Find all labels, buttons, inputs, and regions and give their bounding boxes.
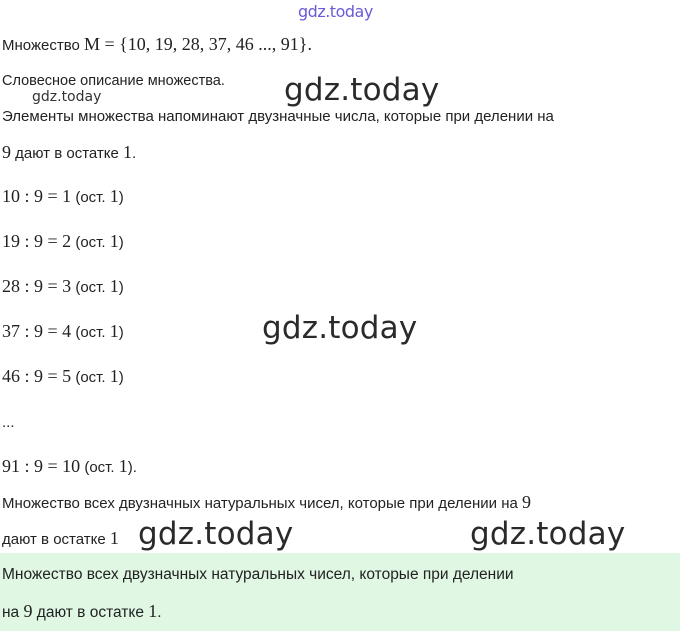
watermark-small: gdz.today [32, 89, 102, 105]
watermark-bottom-right: gdz.today [470, 516, 626, 552]
period: . [132, 145, 137, 162]
conclusion-line-2 [2, 527, 119, 551]
remainder-label: (ост. [71, 189, 110, 206]
answer-line-1: Множество всех двузначных натуральных чисел, которые при делении [2, 566, 514, 583]
division-expression: 19 : 9 = 2 [2, 231, 72, 251]
watermark-upper: gdz.today [284, 72, 440, 108]
division-expression: 91 : 9 = 10 [2, 456, 81, 476]
remainder-value: 1 [109, 276, 119, 296]
ellipsis: ... [2, 414, 15, 431]
number-one: 1 [148, 601, 158, 621]
watermark-center: gdz.today [262, 310, 418, 346]
division-row [2, 365, 124, 389]
number-nine: 9 [23, 601, 33, 621]
answer-text: на [2, 604, 24, 621]
division-expression: 46 : 9 = 5 [2, 366, 72, 386]
remainder-close: ) [118, 189, 124, 206]
conclusion-text: дают в остатке [2, 531, 110, 548]
remainder-value: 1 [109, 186, 119, 206]
description-line-2 [2, 141, 136, 165]
description-title: Словесное описание множества. [2, 73, 225, 89]
division-row [2, 275, 124, 299]
remainder-label: (ост. [71, 279, 110, 296]
period: . [157, 604, 162, 621]
number-one: 1 [123, 142, 133, 162]
division-row [2, 185, 124, 209]
description-text: дают в остатке [11, 145, 124, 162]
number-nine: 9 [522, 492, 532, 512]
division-row-last [2, 455, 137, 479]
description-line-1: Элементы множества напоминают двузначные числа, которые при делении на [2, 108, 554, 125]
set-formula: M = {10, 19, 28, 37, 46 ..., 91}. [84, 34, 312, 54]
division-expression: 28 : 9 = 3 [2, 276, 72, 296]
remainder-value: 1 [109, 321, 119, 341]
remainder-close: ). [127, 459, 137, 476]
answer-text: дают в остатке [32, 604, 149, 621]
remainder-close: ) [118, 279, 124, 296]
watermark-bottom-left: gdz.today [138, 516, 294, 552]
remainder-close: ) [118, 369, 124, 386]
remainder-value: 1 [118, 456, 128, 476]
set-label: Множество [2, 37, 80, 54]
number-one: 1 [109, 528, 119, 548]
division-expression: 10 : 9 = 1 [2, 186, 72, 206]
remainder-value: 1 [109, 366, 119, 386]
conclusion-text: Множество всех двузначных натуральных чисел, которые при делении на [2, 495, 523, 512]
remainder-close: ) [118, 324, 124, 341]
division-expression: 37 : 9 = 4 [2, 321, 72, 341]
division-row [2, 230, 124, 254]
remainder-label: (ост. [71, 234, 110, 251]
number-nine: 9 [2, 142, 11, 162]
answer-line-2 [2, 600, 162, 624]
remainder-label: (ост. [80, 459, 119, 476]
remainder-value: 1 [109, 231, 119, 251]
division-row [2, 320, 124, 344]
remainder-label: (ост. [71, 324, 110, 341]
watermark-top: gdz.today [298, 2, 373, 21]
conclusion-line-1 [2, 491, 531, 515]
remainder-close: ) [118, 234, 124, 251]
remainder-label: (ост. [71, 369, 110, 386]
set-definition [2, 33, 312, 57]
